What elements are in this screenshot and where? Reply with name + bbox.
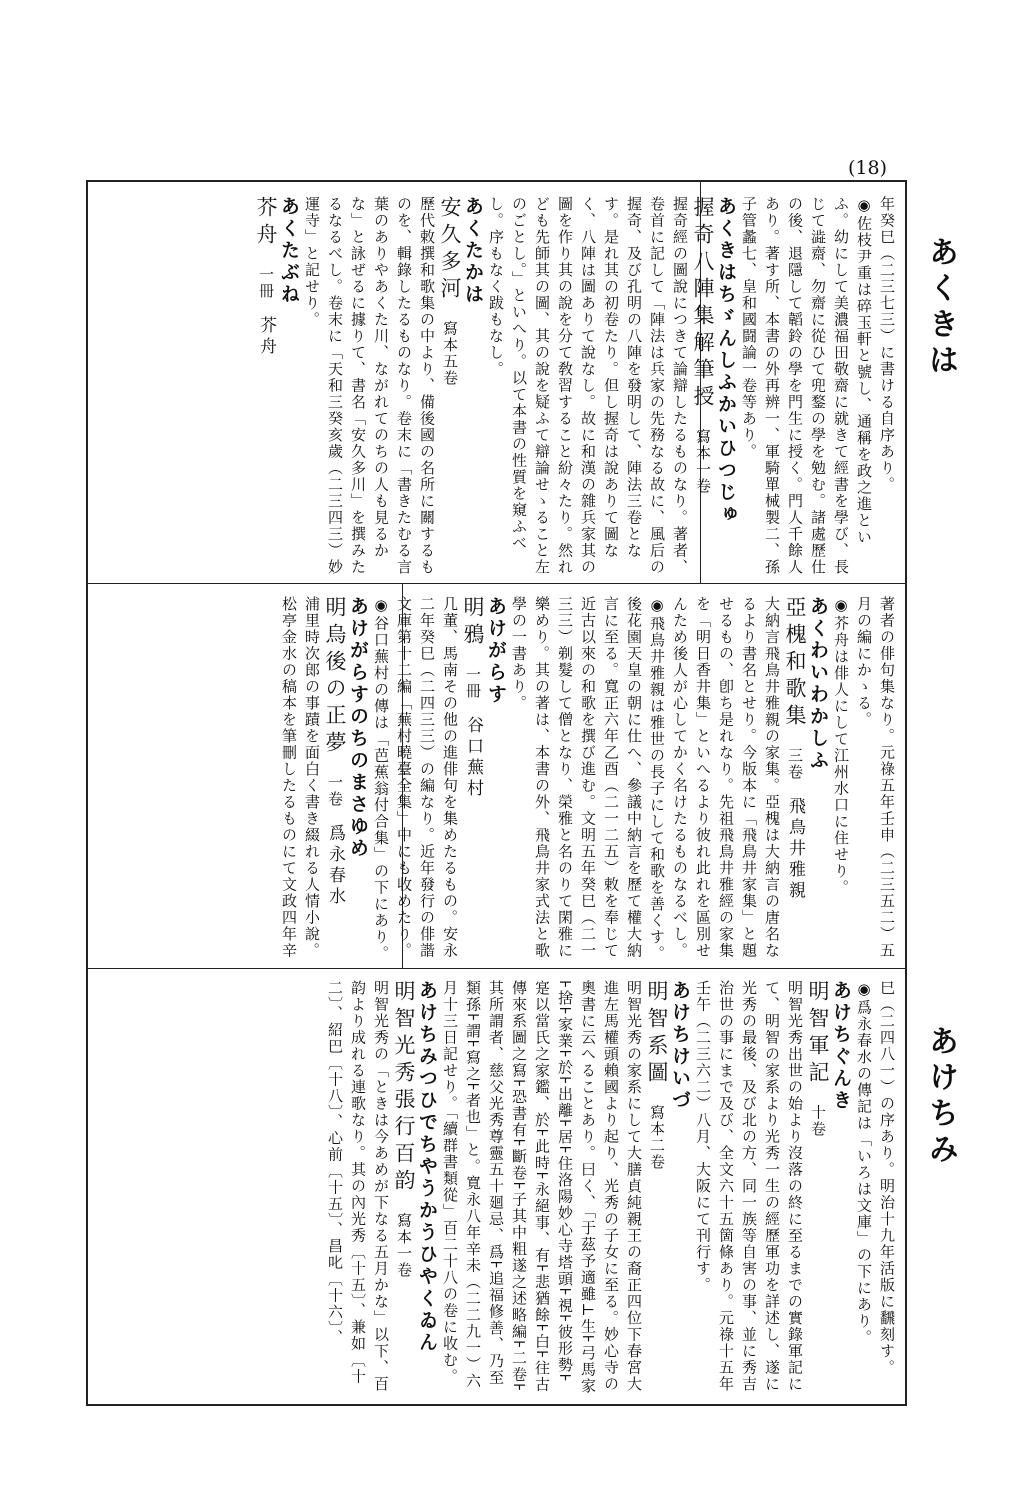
entry-author: 谷口蕪村 [463, 716, 483, 800]
entry-title: 安久多河 寫本五卷 [438, 196, 462, 387]
entry-note: 寫本一卷 [395, 1212, 413, 1279]
entry-title: 明鴉 一冊 谷口蕪村 [461, 596, 485, 800]
entry-body: 明智光秀出世の始より沒落の終に至るまでの實錄軍記にて、明智の家系より光秀一生の經歷軍功を詳述し、遂に光秀の最後、及び北の方、同一族等自害の事、並に秀吉治世の事にまで及び、全文六十五箇條あり。元祿十五年壬午（二三六二）八月、大阪にて刊行す。 [694, 980, 804, 1393]
entry-reading: あけちぐんき [830, 980, 852, 1112]
entry-body: 浦里時次郎の事蹟を面白く書き綴れる人情小說。松亭金水の稿本を筆刪したるものにて文政四年辛 [280, 596, 321, 959]
biography-note: ◉谷口蕪村の傳は「芭蕉翁付合集」の下にあり。 [372, 596, 390, 962]
entry-body: 大納言飛鳥井雅親の家集。亞槐は大納言の唐名なるより書名とせり。今版本に「飛鳥井家集」と題せるもの、卽ち是れなり。先祖飛鳥井雅經の家集を「明日香井集」といへるより彼れ此れを區別せんため後人が心してかく名けたるものなるべし。 [671, 596, 781, 959]
band-divider-1 [86, 583, 907, 584]
entry-body: 握奇經の圖說につきて論辯したるものなり。著者、卷首に記して「陣法は兵家の先務なる故に、風后の握奇、及び孔明の八陣を發明して、陣法三卷となす。是れ其の初卷たり。但し握奇は說ありて圖なく、八陣は圖ありて說なし。故に和漢の雜兵家其の圖を作り其の說を分て敎習すること紛々たり。然れども先師其の圖、其の說を疑ふて辯論せゝること左のごとし。」といへり。以て本書の性質を窺ふべし。序もなく跋もなし。 [487, 196, 689, 576]
entry-title: 明智系圖 寫本二卷 [645, 980, 669, 1171]
entry-title: 亞槐和歌集 三卷 飛鳥井雅親 [783, 596, 807, 902]
continued-text: 年癸巳（二三七三）に書ける自序あり。 [878, 196, 896, 493]
biography-note: ◉爲永春水の傳記は「いろは文庫」の下にあり。 [855, 980, 873, 1346]
entry-reading: あくたぶね [278, 196, 300, 306]
biography-note: ◉佐枝尹重は碎玉軒と號し、通稱を政之進といふ。幼にして美濃福田敬齋に就きて經書を學び、長じて澁齋、勿齋に從ひて兜鍪の學を勉む。諸處歷仕の後、退隱して韜鈴の學を門生に授く。門人千餘人あり。著す所、本書の外再辨一、軍騎單械製二、孫子管蠡七、皇和國闘論一卷等あり。 [740, 196, 873, 576]
entry-body: 歷代敕撰和歌集の中より、備後國の名所に關するものを、輯錄したるものなり。卷末に「書きたむる言葉のありやあくた川、ながれてのちの人も見るかな」と詠ぜるに據りて、書名「安久多川」を撰みたるなるべし。卷末に「天和三癸亥歲（二三四三）妙運寺」と記せり。 [303, 196, 436, 576]
entry-reading: あけがらすのちのまさゆめ [347, 596, 369, 860]
entry-note: 寫本五卷 [441, 320, 459, 387]
continued-text: 著者の俳句集なり。元祿五年壬申（二三五二）五月の編にかゝる。 [855, 596, 896, 959]
margin-head-bottom: あけちみ [923, 1025, 958, 1169]
entry-body: 明智光秀の家系にして大膳貞純親王の裔正四位下春宮大進左馬權頭賴國より起り、光秀の子女に至る。妙心寺の奧書に云へることあり。曰く、「于茲予適雖⊥生⊦弓馬家⊦捨⊦家業⊦於⊦出離⊦居⊦住洛陽妙心寺塔頭⊦視⊦彼形勢⊦寔以當氏之家鑑、於⊦此時⊦永絕事、有⊦悲猶餘⊦白⊦往古傳來系圖之寫⊦恐書有⊦斷卷⊦子其中粗遂之述略編⊦二卷⊦其所謂者、慈父光秀尊靈五十廻忌、爲⊦追福修善、乃至類孫⊦謂⊦寫之⊦者也」と。寬永八年辛未（二二九一）六月十三日記せり。「續群書類從」百二十八の卷に收む。 [441, 980, 643, 1395]
entry-note: 寫本一卷 [694, 428, 712, 495]
entry-note: 三卷 [786, 747, 804, 781]
band-1 [98, 196, 898, 578]
entry-note: 十卷 [809, 1104, 827, 1138]
page-number: (18) [848, 157, 888, 179]
entry-reading: あけがらす [485, 596, 507, 706]
biography-note: ◉飛鳥井雅親は雅世の長子にして和歌を善くす。後花園天皇の朝に仕へ、參議中納言を歷て權大納言に至る。寬正六年乙酉（二一二五）敕を奉じて近古以來の和歌を撰び進む。文明五年癸巳（二一三三）剃髮して僧となり、榮雅と名のりて閑雅に樂めり。其の著は、本書の外、飛鳥井家式法と歌學の一書あり。 [510, 596, 666, 962]
entry-reading: あけちみつひでちやうかうひやくゐん [416, 980, 438, 1354]
band-3 [98, 980, 898, 1396]
entry-note: 一冊 [464, 666, 482, 700]
entry-author: 爲永春水 [325, 824, 345, 908]
biography-note: ◉芥舟は俳人にして江州水口に住せり。 [832, 596, 850, 896]
entry-title: 芥舟 一冊 芥舟 [254, 196, 278, 358]
entry-note: 一冊 [257, 266, 275, 300]
band-divider-2 [86, 968, 907, 969]
entry-reading: あくたかは [462, 196, 484, 306]
band-2 [98, 596, 898, 962]
entry-reading: あけちけいづ [669, 980, 691, 1112]
entry-note: 一卷 [326, 774, 344, 808]
entry-note: 寫本二卷 [648, 1104, 666, 1171]
entry-body: 明智光秀の「ときは今あめが下なる五月かな」以下、百韵より成れる連歌なり。其の內光秀〔十五〕、兼如〔十二〕、紹巴〔十八〕、心前〔十五〕、昌叱〔十六〕、 [326, 980, 390, 1393]
entry-title: 明智光秀張行百韵 寫本一卷 [392, 980, 416, 1279]
entry-reading: あくきはちゞんしふかいひつじゅ [715, 196, 737, 526]
entry-author: 飛鳥井雅親 [785, 797, 805, 902]
continued-text: 巳（二四八一）の序あり。明治十九年活版に飜刻す。 [878, 980, 896, 1376]
entry-reading: あくわいわかしふ [807, 596, 829, 772]
entry-body: 几董、馬南その他の進俳句を集めたるもの。安永二年癸巳（二四三三）の編なり。近年發行の俳諧文庫第十二編「蕪村曉臺全集」中にも收めたり。 [395, 596, 459, 959]
entry-title: 握奇八陣集解筆授 寫本一卷 [691, 196, 715, 495]
margin-head-top: あくきは [923, 236, 958, 380]
entry-title: 明烏後の正夢 一卷 爲永春水 [323, 596, 347, 908]
entry-title: 明智軍記 十卷 [806, 980, 830, 1138]
entry-author: 芥舟 [256, 316, 276, 358]
